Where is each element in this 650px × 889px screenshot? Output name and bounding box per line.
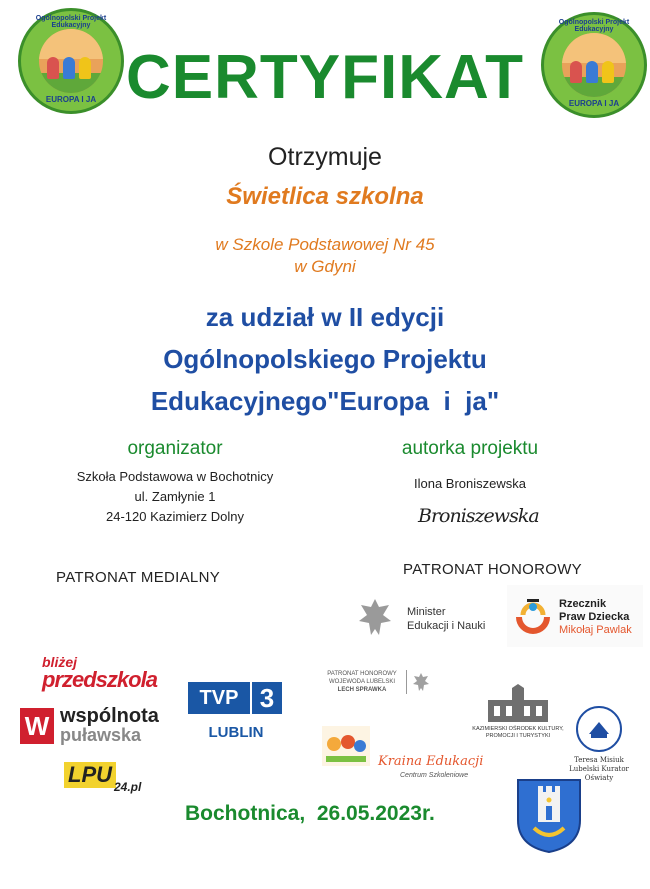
kurator-line-1: Teresa Misiuk	[574, 756, 624, 764]
tvp3-lublin-logo	[184, 682, 288, 748]
wspolnota-w-icon: W	[20, 708, 54, 744]
lpu-sub: 24.pl	[114, 780, 142, 794]
tvp-number: 3	[252, 682, 282, 714]
reason-line-2: Ogólnopolskiego Projektu	[163, 344, 487, 374]
tvp-text: TVP	[188, 682, 250, 714]
wojewoda-line-2: WOJEWODA LUBELSKI	[328, 679, 395, 685]
reason-line-3: Edukacyjnego"Europa i ja"	[150, 386, 500, 416]
seal-illustration	[39, 29, 103, 93]
eagle-emblem-icon	[412, 671, 430, 693]
organizer-line-1: Szkoła Podstawowa w Bochotnicy	[76, 469, 274, 484]
minister-line-1: Minister	[407, 606, 446, 618]
kurator-emblem-icon	[574, 704, 624, 754]
receives-label: Otrzymuje	[268, 143, 382, 171]
minister-logo	[355, 595, 495, 645]
rzecznik-emblem-icon	[513, 597, 553, 637]
lpu-text: LPU	[64, 762, 116, 788]
wojewoda-line-3: LECH SPRAWKA	[337, 687, 387, 693]
blizej-top: bliżej	[42, 654, 78, 670]
rzecznik-line-1: Rzecznik	[559, 598, 607, 610]
organizer-label: organizator	[127, 438, 223, 459]
certificate-title: CERTYFIKAT	[125, 43, 525, 112]
kids-drawing-logo	[322, 726, 370, 766]
media-patronage-heading: PATRONAT MEDIALNY	[56, 569, 221, 586]
rzecznik-line-2: Praw Dziecka	[559, 611, 630, 623]
wojewoda-logo	[322, 668, 432, 698]
lpu24-logo	[64, 762, 144, 796]
kraina-edukacji-logo	[378, 748, 490, 784]
minister-line-2: Edukacji i Nauki	[407, 620, 486, 632]
author-signature: Broniszewska	[418, 505, 539, 527]
wspolnota-bottom: puławska	[60, 725, 142, 745]
author-name: Ilona Broniszewska	[414, 476, 526, 491]
honorary-patronage-heading: PATRONAT HONOROWY	[403, 561, 582, 578]
reason-line-1: za udział w II edycji	[205, 302, 445, 332]
wspolnota-top: wspólnota	[60, 705, 159, 727]
school-name	[0, 234, 650, 278]
school-line-1: w Szkole Podstawowej Nr 45	[215, 235, 435, 254]
kids-drawing-icon	[322, 726, 370, 766]
school-line-2: w Gdyni	[294, 257, 356, 276]
kraina-line-1: Kraina Edukacji	[378, 754, 484, 769]
seal-text: EUROPA I JA	[45, 95, 97, 104]
kurator-line-2: Lubelski Kurator Oświaty	[569, 765, 629, 782]
tvp-sub: LUBLIN	[208, 724, 264, 741]
kraina-line-2: Centrum Szkoleniowe	[400, 772, 469, 779]
place-and-date: Bochotnica, 26.05.2023r.	[185, 802, 435, 825]
organizer-address	[40, 467, 310, 527]
recipient-name: Świetlica szkolna	[226, 183, 424, 210]
coat-of-arms-logo	[514, 776, 584, 854]
organizer-line-3: 24-120 Kazimierz Dolny	[105, 509, 244, 524]
rzecznik-line-3: Mikołaj Pawlak	[559, 624, 632, 636]
seal-text: EUROPA I JA	[568, 99, 620, 108]
kazimierski-osrodek-logo	[470, 684, 566, 746]
blizej-przedszkola-logo	[42, 655, 174, 695]
wojewoda-line-1: PATRONAT HONOROWY	[327, 671, 397, 677]
kosz-line-1: KAZIMIERSKI OŚRODEK KULTURY,	[472, 726, 564, 732]
seal-illustration	[562, 33, 626, 97]
kosz-line-2: PROMOCJI I TURYSTYKI	[485, 733, 551, 739]
seal-ring-text: Ogólnopolski Projekt Edukacyjny	[558, 19, 630, 33]
kurator-logo	[556, 704, 642, 782]
organizer-line-2: ul. Zamłynie 1	[134, 489, 216, 504]
coat-of-arms-icon	[514, 776, 584, 854]
seal-ring-text: Ogólnopolski Projekt Edukacyjny	[35, 15, 107, 29]
project-seal-right	[541, 12, 647, 118]
blizej-bottom: przedszkola	[42, 667, 157, 692]
rzecznik-logo	[507, 585, 643, 647]
author-label: autorka projektu	[401, 438, 539, 459]
town-hall-icon	[478, 684, 558, 724]
wspolnota-pulawska-logo	[20, 706, 180, 746]
eagle-emblem-icon	[355, 595, 395, 643]
